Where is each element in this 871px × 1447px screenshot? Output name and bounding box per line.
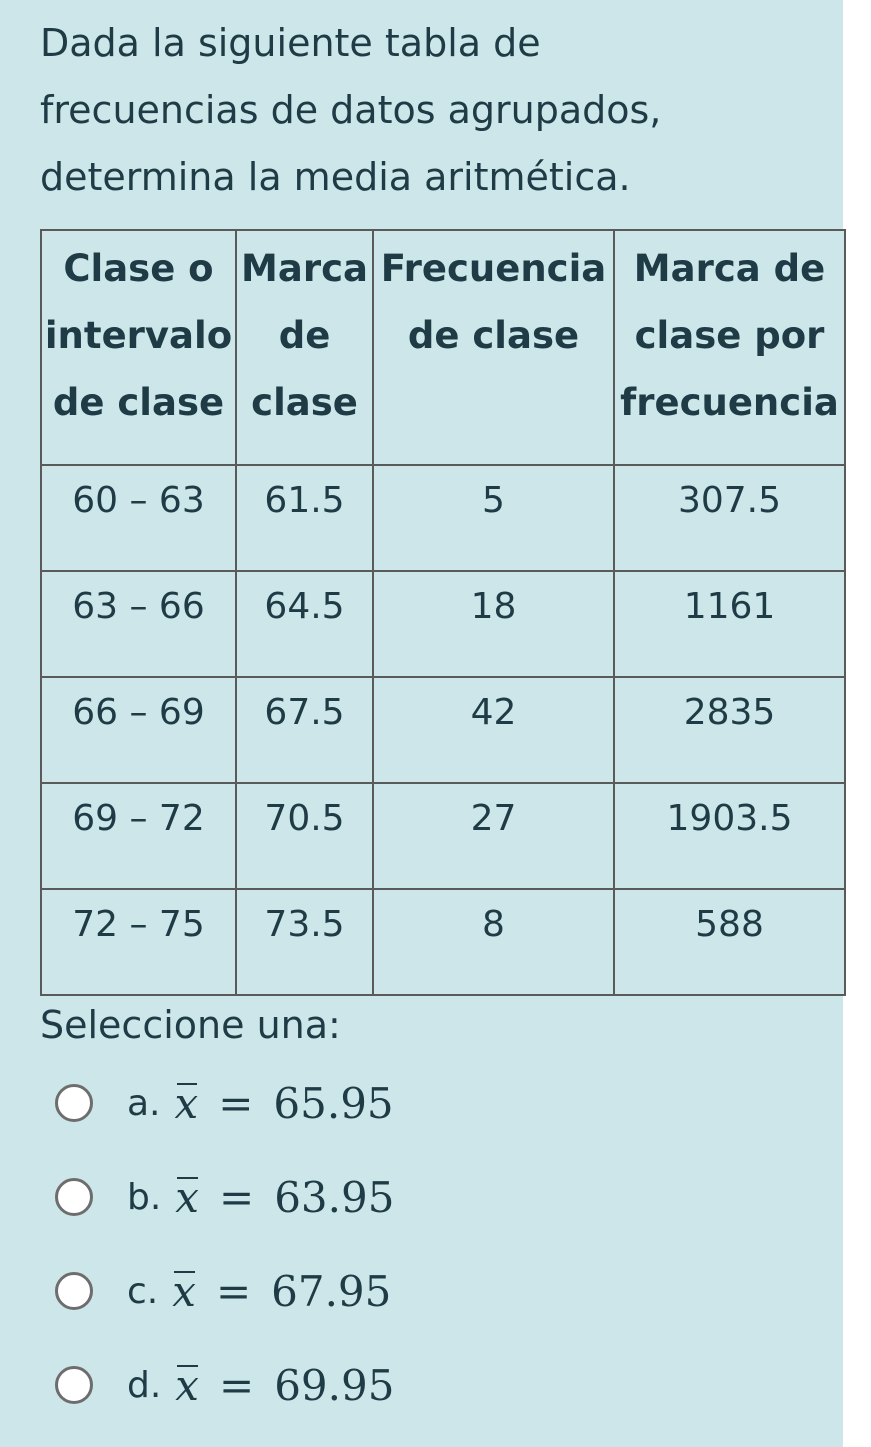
header-text: de — [278, 314, 331, 357]
table-row — [41, 889, 845, 995]
option-value: 65.95 — [273, 1078, 394, 1128]
option-letter: c. — [127, 1270, 159, 1312]
cell-product: 2835 — [614, 677, 845, 783]
table-row — [41, 465, 845, 571]
option-value: 67.95 — [271, 1266, 392, 1316]
radio-button-b[interactable] — [55, 1178, 93, 1216]
mean-symbol: x — [174, 1078, 199, 1128]
cell-class-mark: 70.5 — [236, 783, 373, 889]
option-c[interactable] — [55, 1261, 391, 1321]
mean-symbol: x — [175, 1172, 199, 1222]
option-formula — [175, 1173, 394, 1222]
cell-interval: 69 – 72 — [41, 783, 236, 889]
header-text: intervalo — [44, 314, 233, 357]
question-line: frecuencias de datos agrupados, — [40, 88, 662, 132]
table-header-row — [41, 230, 845, 465]
option-value: 69.95 — [274, 1360, 395, 1410]
cell-product: 588 — [614, 889, 845, 995]
header-text: clase — [251, 381, 358, 424]
radio-button-c[interactable] — [55, 1272, 93, 1310]
table-row — [41, 571, 845, 677]
header-mark-times-frequency — [614, 230, 845, 465]
header-text: Marca de — [633, 247, 826, 290]
question-text — [40, 10, 820, 211]
cell-class-mark: 67.5 — [236, 677, 373, 783]
mean-symbol: x — [175, 1360, 199, 1410]
option-letter: d. — [127, 1364, 162, 1406]
option-letter: b. — [127, 1176, 162, 1218]
table-row — [41, 677, 845, 783]
cell-interval: 60 – 63 — [41, 465, 236, 571]
equals-sign: = — [215, 1266, 252, 1316]
table-row — [41, 783, 845, 889]
cell-class-mark: 61.5 — [236, 465, 373, 571]
cell-product: 307.5 — [614, 465, 845, 571]
header-text: Marca — [241, 247, 368, 290]
select-one-label: Seleccione una: — [40, 1003, 341, 1047]
option-formula — [175, 1361, 394, 1410]
frequency-table — [40, 229, 846, 996]
cell-interval: 63 – 66 — [41, 571, 236, 677]
cell-product: 1161 — [614, 571, 845, 677]
cell-class-mark: 64.5 — [236, 571, 373, 677]
cell-product: 1903.5 — [614, 783, 845, 889]
option-formula — [172, 1267, 391, 1316]
question-line: Dada la siguiente tabla de — [40, 21, 541, 65]
cell-frequency: 27 — [373, 783, 614, 889]
cell-frequency: 18 — [373, 571, 614, 677]
cell-frequency: 8 — [373, 889, 614, 995]
option-d[interactable] — [55, 1355, 394, 1415]
header-class-frequency — [373, 230, 614, 465]
cell-interval: 66 – 69 — [41, 677, 236, 783]
header-text: de clase — [407, 314, 580, 357]
option-formula — [175, 1079, 394, 1128]
header-class-mark — [236, 230, 373, 465]
equals-sign: = — [218, 1078, 254, 1128]
cell-class-mark: 73.5 — [236, 889, 373, 995]
mean-symbol: x — [172, 1266, 196, 1316]
header-class-interval — [41, 230, 236, 465]
question-line: determina la media aritmética. — [40, 155, 631, 199]
radio-button-a[interactable] — [55, 1084, 93, 1122]
equals-sign: = — [218, 1172, 255, 1222]
header-text: Frecuencia — [380, 247, 607, 290]
radio-button-d[interactable] — [55, 1366, 93, 1404]
option-a[interactable] — [55, 1073, 394, 1133]
option-letter: a. — [127, 1082, 161, 1124]
option-b[interactable] — [55, 1167, 394, 1227]
option-value: 63.95 — [274, 1172, 395, 1222]
equals-sign: = — [218, 1360, 255, 1410]
cell-frequency: 5 — [373, 465, 614, 571]
header-text: Clase o — [63, 247, 214, 290]
header-text: de clase — [52, 381, 225, 424]
cell-frequency: 42 — [373, 677, 614, 783]
header-text: clase por — [634, 314, 825, 357]
cell-interval: 72 – 75 — [41, 889, 236, 995]
header-text: frecuencia — [620, 381, 839, 424]
